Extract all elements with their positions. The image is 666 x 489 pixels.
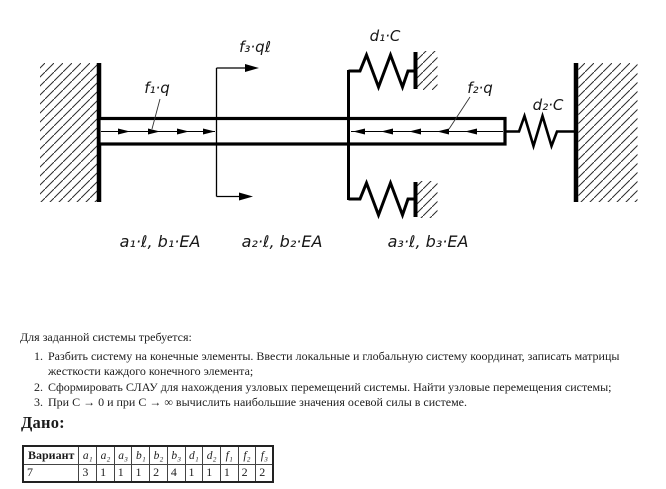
value-variant: 7 (23, 465, 79, 483)
value-d1: 1 (185, 465, 203, 483)
spring-d2-label: d₂·C (532, 96, 564, 114)
task-item-1: 1. Разбить систему на конечные элементы. Ввести локальные и глобальную систему координат, записать матрицы жесткости каждого конечного элемента; (46, 349, 646, 380)
spring-d2 (506, 116, 574, 146)
value-a3: 1 (114, 465, 132, 483)
segment3-properties-label: a₃·ℓ, b₃·EA (387, 232, 469, 251)
task-list (21, 349, 646, 411)
load-f1-label: f₁·q (144, 79, 170, 97)
header-f3: f₃ (256, 446, 274, 465)
task-item-2: 2. Сформировать СЛАУ для нахождения узловых перемещений системы. Найти узловые перемещения системы; (46, 380, 646, 395)
given-heading: Дано: (21, 413, 65, 432)
spring-d1-anchor-hatch (418, 51, 438, 90)
value-f3: 2 (256, 465, 274, 483)
header-b2: b₂ (150, 446, 168, 465)
value-a1: 3 (79, 465, 97, 483)
load-f2-label: f₂·q (467, 79, 493, 97)
segment2-properties-label: a₂·ℓ, b₂·EA (241, 232, 323, 251)
header-a2: a₂ (97, 446, 115, 465)
force-f3-label: f₃·qℓ (239, 38, 271, 56)
spring-bottom (349, 181, 438, 218)
value-b3: 4 (167, 465, 185, 483)
header-d2: d₂ (203, 446, 221, 465)
header-f1: f₁ (220, 446, 238, 465)
given-table-header-row (23, 446, 273, 465)
left-wall-hatch (40, 63, 98, 202)
segment1-properties-label: a₁·ℓ, b₁·EA (119, 232, 201, 251)
header-b1: b₁ (132, 446, 150, 465)
header-variant: Вариант (23, 446, 79, 465)
right-wall-hatch (579, 63, 638, 202)
spring-d1-label: d₁·C (369, 27, 401, 45)
given-table (22, 445, 274, 483)
value-b2: 2 (150, 465, 168, 483)
given-table-data-row (23, 465, 273, 483)
value-a2: 1 (97, 465, 115, 483)
spring-d1 (349, 51, 438, 90)
header-b3: b₃ (167, 446, 185, 465)
header-a3: a₃ (114, 446, 132, 465)
value-f1: 1 (220, 465, 238, 483)
value-b1: 1 (132, 465, 150, 483)
header-f2: f₂ (238, 446, 256, 465)
value-f2: 2 (238, 465, 256, 483)
task-intro: Для заданной системы требуется: (20, 330, 192, 344)
task-item-3: 3. При С → 0 и при С → ∞ вычислить наибольшие значения осевой силы в системе. (46, 395, 646, 410)
value-d2: 1 (203, 465, 221, 483)
header-a1: a₁ (79, 446, 97, 465)
header-d1: d₁ (185, 446, 203, 465)
spring-bottom-anchor-hatch (418, 181, 438, 218)
